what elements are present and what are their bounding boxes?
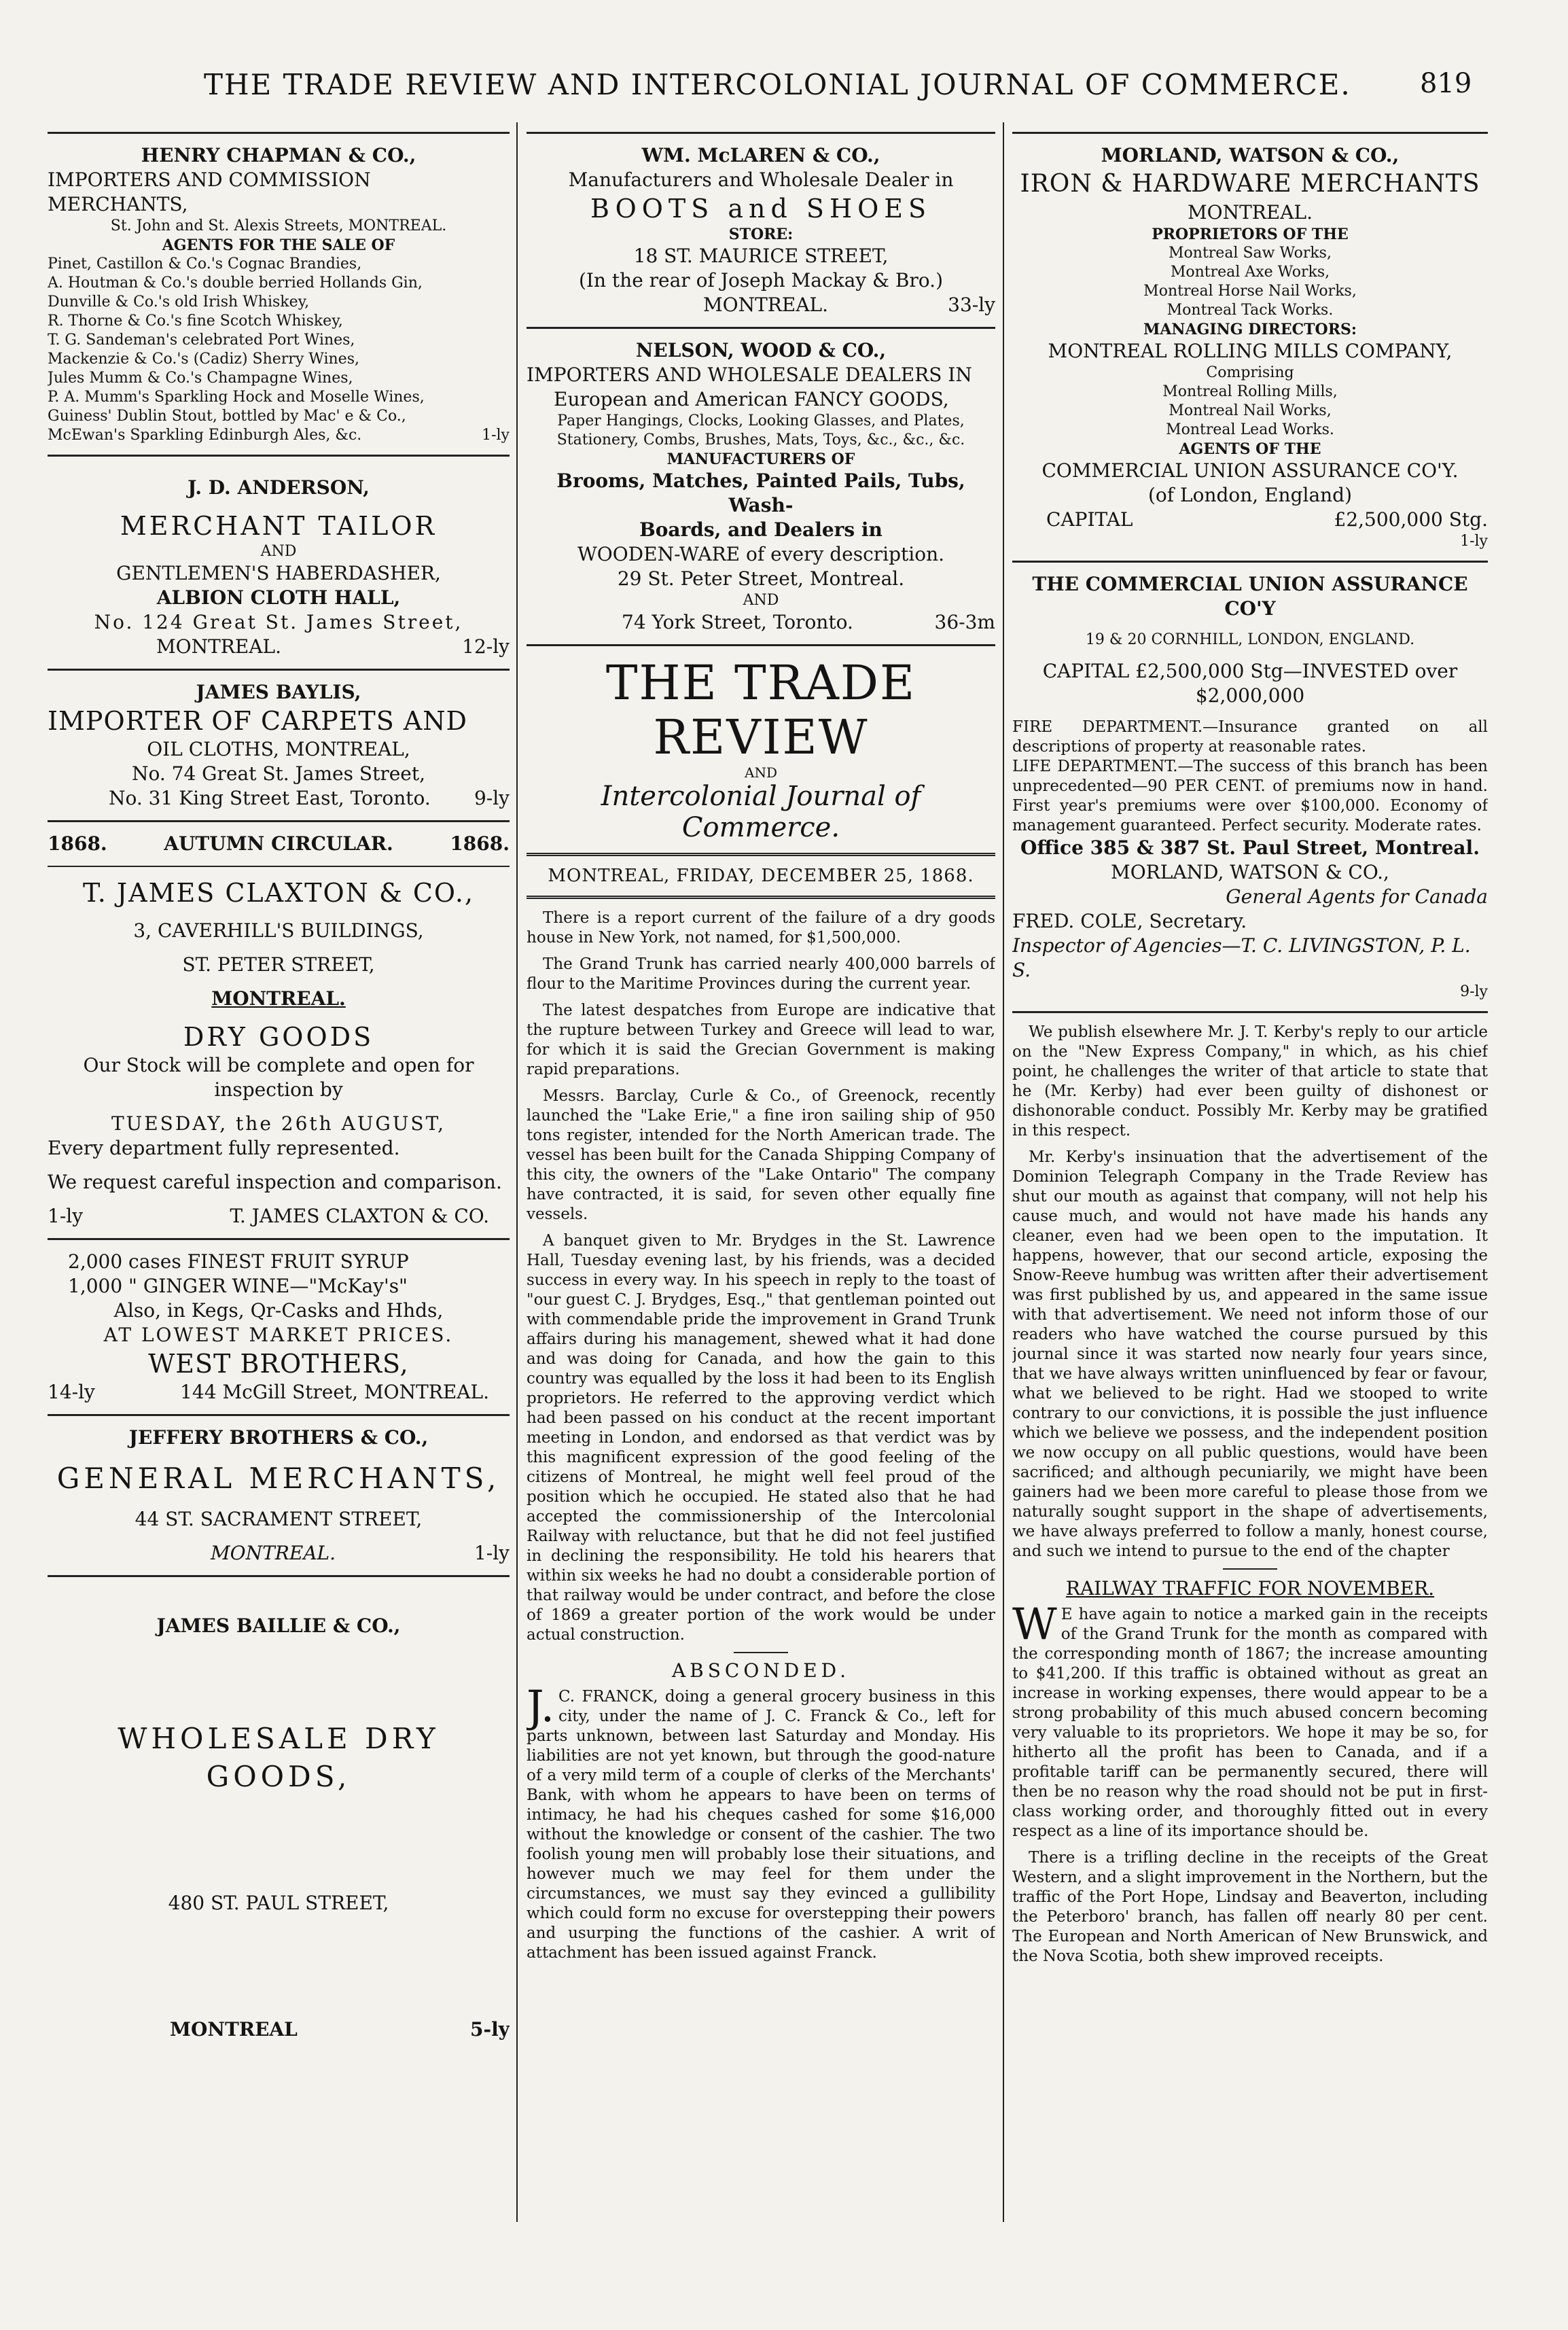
ad-line: Montreal Horse Nail Works, bbox=[1143, 283, 1357, 300]
ad-baillie bbox=[48, 1614, 510, 2042]
ad-footer bbox=[527, 293, 995, 317]
ad-footer bbox=[48, 1380, 510, 1405]
ad-line: Every department fully represented. bbox=[48, 1137, 400, 1159]
rule bbox=[734, 1652, 788, 1653]
ad-item: McEwan's Sparkling Edinburgh Ales, &c. bbox=[48, 427, 362, 444]
news-paragraph: The latest despatches from Europe are indicative that the rupture between Turkey and Greece will lead to war, for which it is said the Grecian Government is making rapid preparations. bbox=[527, 1002, 995, 1078]
editorial-paragraph: We publish elsewhere Mr. J. T. Kerby's reply to our article on the "New Express Company," in which, as his chief point, he challenges the writer of that article to state that he (Mr. Kerby) had ever been guilty of dishonest or dishonorable conduct. Possibly Mr. Kerby may be gratified in this respect. bbox=[1012, 1023, 1488, 1140]
masthead bbox=[527, 656, 995, 843]
ad-line: Montreal Saw Works, bbox=[1169, 245, 1332, 262]
ad-line: 1,000 " GINGER WINE—"McKay's" bbox=[68, 1275, 408, 1297]
ad-line: We request careful inspection and comparison. bbox=[48, 1171, 502, 1193]
ad-line: (of London, England) bbox=[1147, 484, 1353, 506]
ad-secretary: FRED. COLE, Secretary. bbox=[1012, 910, 1247, 932]
ad-city: MONTREAL. bbox=[211, 1542, 336, 1564]
ad-item: T. G. Sandeman's celebrated Port Wines, bbox=[48, 332, 355, 349]
rule bbox=[48, 1414, 510, 1416]
rule bbox=[527, 644, 995, 646]
rule bbox=[48, 669, 510, 671]
ad-circular-line bbox=[48, 832, 510, 856]
ad-line: AGENTS OF THE bbox=[1179, 440, 1321, 458]
ad-title: WHOLESALE DRY GOODS, bbox=[118, 1722, 440, 1793]
ad-item-list bbox=[48, 255, 510, 445]
news-paragraph bbox=[1012, 1600, 1488, 1841]
column-middle bbox=[527, 122, 995, 2270]
rule bbox=[48, 132, 510, 134]
news-paragraph: There is a trifling decline in the receipts of the Great Western, and a slight improvement in the Northern, but the traffic of the Port Hope, Lindsay and Beaverton, including the Peterboro' branch, has fallen off nearly 80 per cent. The European and North American of New Brunswick, and the Nova Scotia, both shew improved receipts. bbox=[1012, 1849, 1488, 1965]
page-header bbox=[0, 0, 1568, 122]
dateline: MONTREAL, FRIDAY, DECEMBER 25, 1868. bbox=[548, 866, 974, 886]
ad-mclaren bbox=[527, 143, 995, 317]
rule bbox=[1012, 1011, 1488, 1013]
ad-nelson bbox=[527, 338, 995, 635]
column-rule bbox=[1003, 122, 1004, 2222]
ad-line: Stationery, Combs, Brushes, Mats, Toys, &c., &c., &c. bbox=[556, 431, 965, 448]
ad-jeffery bbox=[48, 1426, 510, 1566]
ad-name: NELSON, WOOD & CO., bbox=[635, 339, 887, 361]
ad-commercial-union bbox=[1012, 572, 1488, 1002]
news-paragraph: A banquet given to Mr. Brydges in the St. Lawrence Hall, Tuesday evening last, by his friends, was a decided success in every way. In his speech in reply to the toast of "our guest C. J. Brydges, Esq.," that gentleman pointed out with commendable pride the improvement in Grand Trunk affairs during his management, shewed what it had done and was doing for Canada, and how the gain to this country was equalled by the loss it had been to its English proprietors. He referred to the approving verdict which had been passed on his conduct at the recent important meeting in London, and endorsed as that verdict was by this magnificent expression of the good feeling of the citizens of Montreal, he might well feel proud of the position which he occupied. He stated also that he had accepted the commissionership of the Intercolonial Railway with reluctance, but that he did not feel justified in declining the responsibility. He told his hearers that within six weeks he had no doubt a considerable portion of that railway would be under contract, and before the close of 1869 a greater portion of the work would be under actual construction. bbox=[527, 1232, 995, 1644]
ad-line: Montreal Rolling Mills, bbox=[1162, 383, 1338, 400]
ad-capital-value: £2,500,000 Stg. bbox=[1334, 508, 1488, 531]
news-paragraph: Messrs. Barclay, Curle & Co., of Greenock, recently launched the "Lake Erie," a fine iron sailing ship of 950 tons register, intended for the North American trade. The vessel has been built for the Canada Shipping Company of this city, the owners of the "Lake Ontario" The company have contracted, it is said, for seven other equally fine vessels. bbox=[527, 1087, 995, 1223]
ad-line: Montreal Nail Works, bbox=[1169, 402, 1332, 419]
ad-line: Also, in Kegs, Qr-Casks and Hhds, bbox=[113, 1299, 444, 1322]
ad-line: STORE: bbox=[728, 226, 794, 243]
ad-paragraph: FIRE DEPARTMENT.—Insurance granted on all descriptions of property at reasonable rates. bbox=[1012, 718, 1488, 756]
ad-line: MANAGING DIRECTORS: bbox=[1143, 321, 1357, 338]
ad-title: IRON & HARDWARE MERCHANTS bbox=[1020, 170, 1480, 198]
ad-term: 1-ly bbox=[48, 1205, 84, 1227]
page-number: 819 bbox=[1420, 68, 1472, 99]
ad-claxton bbox=[48, 832, 510, 1229]
ad-morland bbox=[1012, 143, 1488, 551]
ad-address: 144 McGill Street, MONTREAL. bbox=[180, 1381, 489, 1403]
news-paragraph: There is a report current of the failure of a dry goods house in New York, not named, for $1,500,000. bbox=[527, 909, 995, 947]
ad-footer bbox=[48, 2017, 510, 2042]
ad-item: Mackenzie & Co.'s (Cadiz) Sherry Wines, bbox=[48, 351, 359, 368]
ad-term: 36-3m bbox=[934, 611, 995, 633]
ad-line: MONTREAL ROLLING MILLS COMPANY, bbox=[1048, 340, 1453, 362]
ad-line: IMPORTERS AND COMMISSION MERCHANTS, bbox=[48, 169, 371, 215]
news-paragraph-text: E have again to notice a marked gain in the receipts of the Grand Trunk for the month as compared with the corresponding month of 1867; the increase amounting to $41,200. If this traffic is obtained without as great an increase in working expenses, there would appear to be a strong probability of this much abused concern becoming very valuable to its proprietors. We hope it may be so, for hitherto all the profit has been to Canada, and if a profitable tariff can be permanently secured, there will then be no reason why the road should not be put in first-class working order, and thoroughly fitted out in every respect as a line of its importance should be. bbox=[1012, 1606, 1488, 1840]
rule bbox=[48, 866, 510, 867]
ad-line: Paper Hangings, Clocks, Looking Glasses, and Plates, bbox=[557, 412, 965, 429]
rule bbox=[1012, 561, 1488, 563]
ad-anderson bbox=[48, 476, 510, 659]
rule bbox=[1223, 1568, 1277, 1570]
news-paragraph-text: C. FRANCK, doing a general grocery business in this city, under the name of J. C. Franck & Co., left for parts unknown, between last Saturday and Monday. His liabilities are not yet known, but through the good-nature of a very mild term of a couple of clerks of the Merchants' Bank, with whom he appears to have been on terms of intimacy, he had his cheques cashed for some $16,000 without the knowledge or consent of the cashier. The two foolish young men will probably lose their situations, and however much we may feel for them under the circumstances, we must say they evinced a gullibility which could form no excuse for overstepping their powers and usurping the functions of the cashier. A writ of attachment has been issued against Franck. bbox=[527, 1688, 995, 1962]
news-paragraph: The Grand Trunk has carried nearly 400,000 barrels of flour to the Maritime Provinces during the current year. bbox=[527, 955, 995, 993]
ad-footer bbox=[48, 1541, 510, 1566]
ad-line: AND bbox=[743, 592, 779, 609]
section-heading-railway: RAILWAY TRAFFIC FOR NOVEMBER. bbox=[1065, 1577, 1435, 1600]
ad-line: AT LOWEST MARKET PRICES. bbox=[103, 1324, 454, 1346]
ad-line: Comprising bbox=[1206, 364, 1294, 381]
ad-chapman bbox=[48, 143, 510, 445]
ad-term: 1-ly bbox=[482, 427, 510, 444]
ad-year: 1868. bbox=[450, 832, 510, 855]
ad-capital: CAPITAL £2,500,000 Stg—INVESTED over $2,000,000 bbox=[1042, 660, 1458, 707]
ad-name: HENRY CHAPMAN & CO., bbox=[141, 144, 416, 166]
ad-line: IMPORTERS AND WHOLESALE DEALERS IN bbox=[527, 364, 972, 386]
ad-inspector: Inspector of Agencies—T. C. LIVINGSTON, P. L. S. bbox=[1012, 934, 1471, 981]
ad-term: 12-ly bbox=[462, 635, 510, 658]
ad-footer bbox=[48, 635, 510, 659]
ad-capital bbox=[1012, 508, 1488, 532]
ad-line: MANUFACTURERS OF bbox=[666, 451, 855, 468]
ad-name: JEFFERY BROTHERS & CO., bbox=[128, 1426, 429, 1449]
ad-line: 74 York Street, Toronto. bbox=[622, 611, 853, 633]
column-right bbox=[1012, 122, 1488, 2270]
rule bbox=[527, 896, 995, 899]
ad-line: WOODEN-WARE of every description. bbox=[577, 543, 945, 565]
ad-line: Montreal Tack Works. bbox=[1166, 302, 1334, 319]
ad-title: WEST BROTHERS, bbox=[148, 1349, 409, 1379]
ad-line: COMMERCIAL UNION ASSURANCE CO'Y. bbox=[1041, 459, 1459, 482]
ad-line: 2,000 cases FINEST FRUIT SYRUP bbox=[68, 1250, 409, 1273]
editorial-paragraph: Mr. Kerby's insinuation that the advertisement of the Dominion Telegraph Company in the Trade Review has shut our mouth as against that company, will not help his cause much, and would not have made his hands any cleaner, even had we been open to the imputation. It happens, however, that our second article, exposing the Snow-Reeve humbug was written after their advertisement was first published by us, and appeared in the same issue with that advertisement. We need not inform those of our readers who have watched the course pursued by this journal since it was started now nearly four years since, that we have always written uninfluenced by fear or favour, what we believed to be right. Had we stooped to write contrary to our convictions, it is possible the just influence which we believe we possess, and the independent position we now occupy on all public questions, would have been sacrificed; and although pecuniarily, we might have been gainers had we been more careful to please those from we naturally sought support in the shape of advertisements, we have always preferred to follow a manly, honest course, and such we intend to pursue to the end of the chapter bbox=[1012, 1148, 1488, 1560]
ad-city: MONTREAL. bbox=[703, 294, 829, 316]
ad-name: JAMES BAYLIS, bbox=[196, 681, 361, 703]
ad-item: P. A. Mumm's Sparkling Hock and Moselle Wines, bbox=[48, 389, 425, 406]
running-title: THE TRADE REVIEW AND INTERCOLONIAL JOURNAL OF COMMERCE. bbox=[204, 68, 1351, 101]
ad-item: Jules Mumm & Co.'s Champagne Wines, bbox=[48, 370, 353, 387]
rule bbox=[48, 820, 510, 822]
drop-cap: J. bbox=[527, 1682, 555, 1732]
ad-paragraph: LIFE DEPARTMENT.—The success of this branch has been unprecedented—90 PER CENT. of premiums now in hand. First year's premiums were over $100,000. Economy of management guaranteed. Perfect security. Moderate rates. bbox=[1012, 758, 1488, 834]
ad-goods: DRY GOODS bbox=[183, 1022, 374, 1052]
drop-cap: W bbox=[1012, 1600, 1057, 1650]
masthead-and: AND bbox=[745, 764, 777, 781]
ad-city: MONTREAL. bbox=[211, 987, 346, 1010]
ad-footer bbox=[48, 786, 510, 811]
ad-city: MONTREAL. bbox=[156, 635, 282, 658]
ad-office: Office 385 & 387 St. Paul Street, Montreal. bbox=[1020, 836, 1480, 859]
ad-footer bbox=[48, 1204, 510, 1229]
ad-line: Boards, and Dealers in bbox=[639, 518, 883, 541]
ad-line: 3, CAVERHILL'S BUILDINGS, bbox=[133, 919, 424, 942]
ad-title: IMPORTER OF CARPETS AND bbox=[48, 706, 468, 736]
ad-title: T. JAMES CLAXTON & CO., bbox=[82, 878, 475, 908]
ad-term: 5-ly bbox=[469, 2018, 510, 2041]
column-left bbox=[48, 122, 510, 2270]
ad-west-brothers bbox=[48, 1250, 510, 1405]
rule bbox=[48, 455, 510, 457]
ad-year: 1868. bbox=[48, 832, 107, 855]
column-rule bbox=[516, 122, 518, 2222]
ad-title: THE COMMERCIAL UNION ASSURANCE CO'Y bbox=[1032, 573, 1468, 620]
rule bbox=[527, 327, 995, 329]
masthead-subtitle: Intercolonial Journal of Commerce. bbox=[601, 781, 921, 843]
ad-title: GENERAL MERCHANTS, bbox=[56, 1462, 501, 1495]
ad-title: BOOTS and SHOES bbox=[590, 194, 932, 224]
ad-term: 33-ly bbox=[948, 294, 995, 316]
ad-item-row bbox=[48, 426, 510, 445]
ad-line: Our Stock will be complete and open for inspection by bbox=[83, 1054, 474, 1101]
ad-line: Montreal Lead Works. bbox=[1166, 421, 1334, 438]
ad-line: OIL CLOTHS, MONTREAL, bbox=[147, 738, 410, 760]
ad-item: A. Houtman & Co.'s double berried Hollands Gin, bbox=[48, 275, 423, 292]
ad-city: MONTREAL. bbox=[1187, 201, 1313, 224]
ad-agent: MORLAND, WATSON & CO., bbox=[1111, 861, 1389, 883]
ad-term: 9-ly bbox=[1460, 983, 1488, 1000]
news-paragraph bbox=[527, 1682, 995, 1963]
ad-agent-role: General Agents for Canada bbox=[1226, 885, 1488, 908]
section-heading-absconded: ABSCONDED. bbox=[671, 1659, 851, 1682]
rule bbox=[527, 132, 995, 134]
ad-line: ST. PETER STREET, bbox=[182, 953, 375, 976]
ad-baylis bbox=[48, 680, 510, 811]
ad-signature: T. JAMES CLAXTON & CO. bbox=[230, 1205, 489, 1227]
ad-name: JAMES BAILLIE & CO., bbox=[156, 1614, 401, 1637]
masthead-title: THE TRADE REVIEW bbox=[605, 655, 916, 765]
ad-term: 1-ly bbox=[474, 1542, 510, 1564]
ad-item: Guiness' Dublin Stout, bottled by Mac' e & Co., bbox=[48, 408, 406, 425]
ad-line: ALBION CLOTH HALL, bbox=[156, 586, 401, 609]
ad-address: 18 ST. MAURICE STREET, bbox=[633, 245, 889, 267]
ad-term: 9-ly bbox=[474, 787, 510, 809]
ad-line: European and American FANCY GOODS, bbox=[554, 388, 949, 410]
ad-address: 44 ST. SACRAMENT STREET, bbox=[135, 1508, 423, 1530]
ad-line: Montreal Axe Works, bbox=[1170, 264, 1330, 281]
ad-circular: AUTUMN CIRCULAR. bbox=[164, 832, 393, 855]
rule bbox=[48, 1238, 510, 1240]
ad-address: 480 ST. PAUL STREET, bbox=[168, 1892, 389, 1914]
ad-line: AGENTS FOR THE SALE OF bbox=[162, 236, 395, 254]
ad-address: No. 124 Great St. James Street, bbox=[94, 611, 463, 633]
ad-item: Dunville & Co.'s old Irish Whiskey, bbox=[48, 294, 310, 311]
ad-term: 14-ly bbox=[48, 1381, 95, 1403]
ad-line: Brooms, Matches, Painted Pails, Tubs, Wash- bbox=[556, 470, 965, 516]
rule bbox=[527, 853, 995, 856]
ad-name: MORLAND, WATSON & CO., bbox=[1101, 144, 1400, 166]
ad-line: 29 St. Peter Street, Montreal. bbox=[617, 567, 905, 590]
ad-line: AND bbox=[260, 543, 297, 560]
ad-line: (In the rear of Joseph Mackay & Bro.) bbox=[578, 269, 943, 292]
ad-line: Manufacturers and Wholesale Dealer in bbox=[568, 169, 954, 191]
ad-term: 1-ly bbox=[1460, 533, 1488, 550]
ad-title: MERCHANT TAILOR bbox=[120, 511, 438, 541]
rule bbox=[1012, 132, 1488, 134]
ad-line: GENTLEMEN'S HABERDASHER, bbox=[116, 562, 441, 584]
ad-name: J. D. ANDERSON, bbox=[188, 476, 370, 499]
ad-date: TUESDAY, the 26th AUGUST, bbox=[111, 1112, 446, 1135]
ad-name: WM. McLAREN & CO., bbox=[641, 144, 880, 166]
ad-line: No. 74 Great St. James Street, bbox=[131, 762, 426, 785]
ad-capital-label: CAPITAL bbox=[1046, 508, 1133, 531]
ad-item: Pinet, Castillon & Co.'s Cognac Brandies, bbox=[48, 255, 362, 272]
ad-city: MONTREAL bbox=[170, 2018, 298, 2041]
ad-line: St. John and St. Alexis Streets, MONTREAL. bbox=[110, 217, 447, 234]
rule bbox=[48, 1575, 510, 1577]
ad-item: R. Thorne & Co.'s fine Scotch Whiskey, bbox=[48, 313, 343, 330]
ad-line: No. 31 King Street East, Toronto. bbox=[109, 787, 431, 809]
ad-footer bbox=[527, 610, 995, 635]
ad-address: 19 & 20 CORNHILL, LONDON, ENGLAND. bbox=[1085, 631, 1415, 648]
ad-line: PROPRIETORS OF THE bbox=[1152, 226, 1349, 243]
